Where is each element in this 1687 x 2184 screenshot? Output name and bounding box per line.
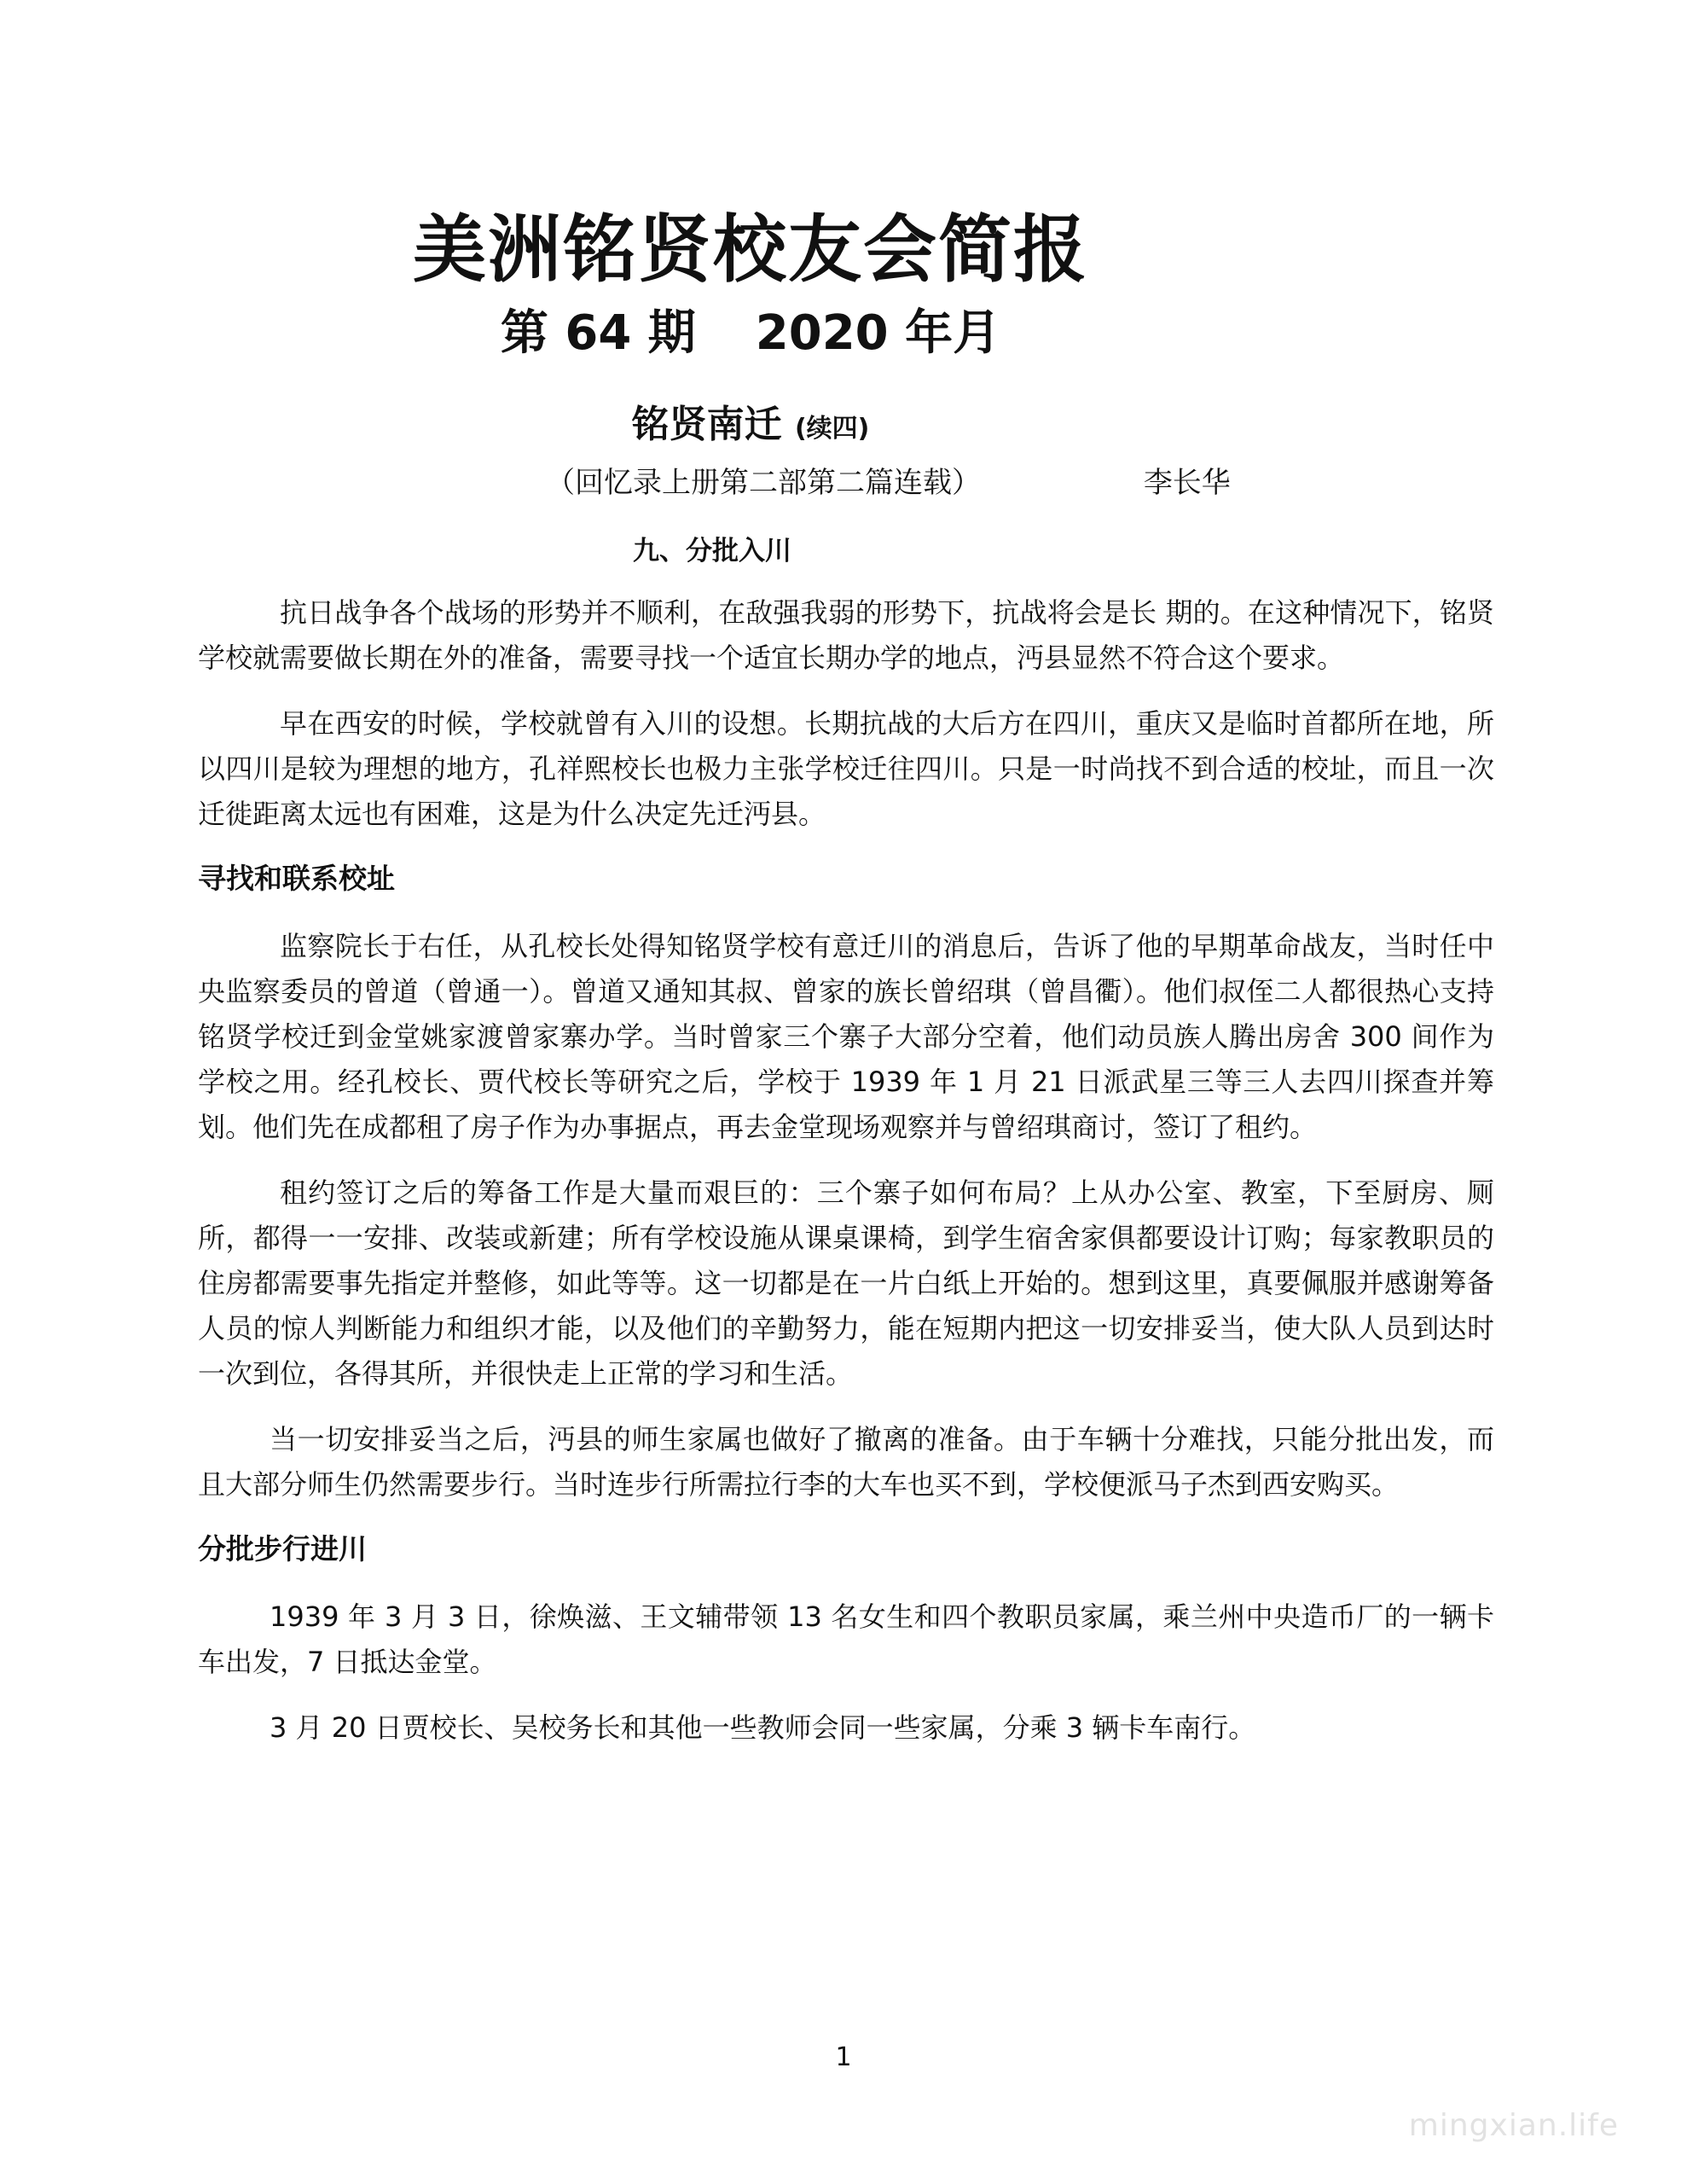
issue-date: 2020 年月 [755,305,1001,361]
page-number: 1 [835,2042,852,2072]
paragraph: 当一切安排妥当之后，沔县的师生家属也做好了撤离的准备。由于车辆十分难找，只能分批出发，而且大部分师生仍然需要步行。当时连步行所需拉行李的大车也买不到，学校便派马子杰到西安购买。 [198,1423,1494,1501]
paragraph: 1939 年 3 月 3 日，徐焕滋、王文辅带领 13 名女生和四个教职员家属，乘兰州中央造币厂的一辆卡车出发，7 日抵达金堂。 [198,1600,1494,1678]
section-heading: 九、分批入川 [633,536,791,566]
paragraph: 租约签订之后的筹备工作是大量而艰巨的：三个寨子如何布局？上从办公室、教室，下至厨房、厕所，都得一一安排、改装或新建；所有学校设施从课桌课椅，到学生宿舍家俱都要设计订购；每家教职员的住房都需要事先指定并整修，如此等等。这一切都是在一片白纸上开始的。想到这里，真要佩服并感谢筹备人员的惊人判断能力和组织才能，以及他们的辛勤努力，能在短期内把这一切安排妥当，使大队人员到达时一次到位，各得其所，并很快走上正常的学习和生活。 [198,1176,1494,1390]
newsletter-title: 美洲铭贤校友会简报 [413,207,1088,293]
paragraph: 早在西安的时候，学校就曾有入川的设想。长期抗战的大后方在四川，重庆又是临时首都所在地，所以四川是较为理想的地方，孔祥熙校长也极力主张学校迁往四川。只是一时尚找不到合适的校址，而且一次迁徙距离太远也有困难，这是为什么决定先迁沔县。 [198,707,1494,830]
watermark: mingxian.life [1408,2108,1619,2143]
article-author: 李长华 [1143,466,1231,500]
subsection-heading: 分批步行进川 [198,1532,367,1565]
article-body [198,590,1494,1771]
issue-line [0,301,1501,366]
subsection-heading: 寻找和联系校址 [198,862,395,895]
article-title-text: 铭贤南迁 [631,403,782,446]
paragraph: 抗日战争各个战场的形势并不顺利，在敌强我弱的形势下，抗战将会是长 期的。在这种情况下，铭贤学校就需要做长期在外的准备，需要寻找一个适宜长期办学的地点，沔县显然不符合这个要求。 [198,596,1494,674]
subtitle-line [546,461,1231,505]
issue-number: 第 64 期 [500,305,696,361]
article-title [0,399,1501,455]
article-title-suffix: (续四) [794,414,870,444]
paragraph: 3 月 20 日贾校长、吴校务长和其他一些教师会同一些家属，分乘 3 辆卡车南行。 [270,1711,1256,1744]
paragraph: 监察院长于右任，从孔校长处得知铭贤学校有意迁川的消息后，告诉了他的早期革命战友，当时任中央监察委员的曾道（曾通一）。曾道又通知其叔、曾家的族长曾绍琪（曾昌衢）。他们叔侄二人都很热心支持铭贤学校迁到金堂姚家渡曾家寨办学。当时曾家三个寨子大部分空着，他们动员族人腾出房舍 300 间作为学校之用。经孔校长、贾代校长等研究之后，学校于 1939 年 1 月 21 日派武星三等三人去四川探查并筹划。他们先在成都租了房子作为办事据点，再去金堂现场观察并与曾绍琪商讨，签订了租约。 [198,930,1494,1143]
article-subtitle: （回忆录上册第二部第二篇连载） [546,466,981,500]
